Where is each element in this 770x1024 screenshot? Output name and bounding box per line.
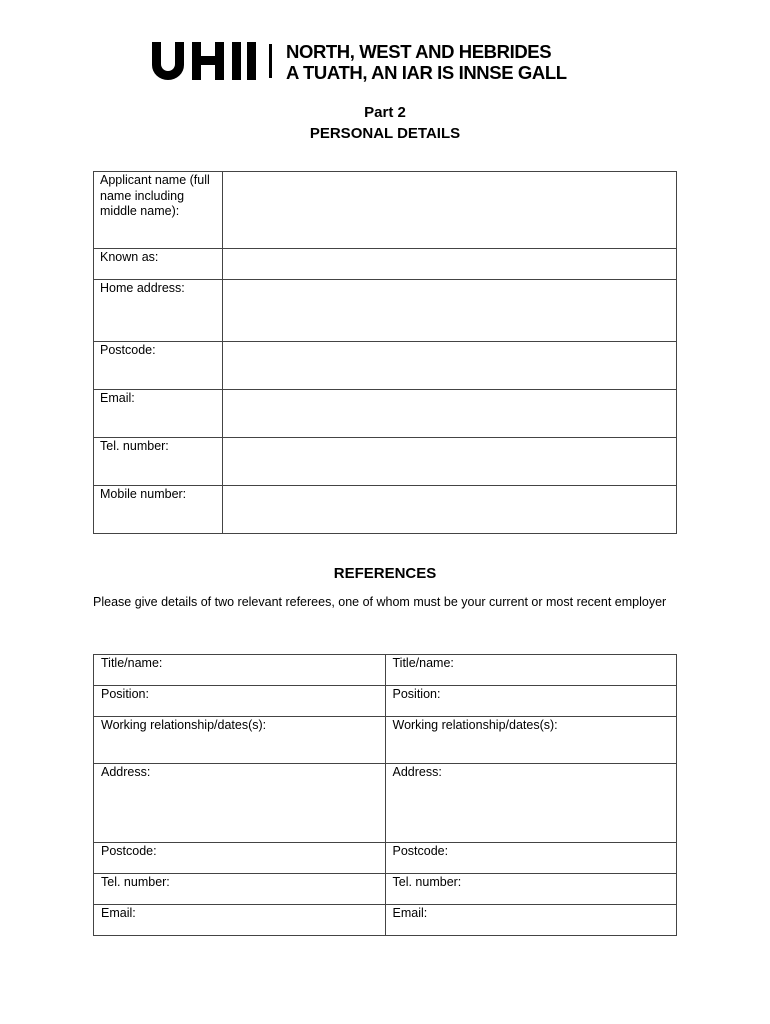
tel-number-field[interactable] [222, 438, 676, 486]
references-table [93, 654, 677, 936]
logo-divider [269, 44, 272, 78]
references-intro: Please give details of two relevant referees, one of whom must be your current or most recent employer [93, 595, 667, 609]
table-row [94, 764, 677, 843]
table-row [94, 172, 677, 249]
referee1-tel-number-field[interactable]: Tel. number: [94, 874, 386, 905]
logo-text [286, 41, 567, 83]
referee2-tel-number-field[interactable]: Tel. number: [385, 874, 677, 905]
referee1-position-field[interactable]: Position: [94, 686, 386, 717]
logo-text-line2: A TUATH, AN IAR IS INNSE GALL [286, 62, 567, 83]
referee2-address-field[interactable]: Address: [385, 764, 677, 843]
postcode-field[interactable] [222, 342, 676, 390]
uhi-logo-mark-icon [152, 42, 262, 80]
table-row [94, 843, 677, 874]
mobile-number-label: Mobile number: [94, 486, 223, 534]
home-address-field[interactable] [222, 280, 676, 342]
referee2-position-field[interactable]: Position: [385, 686, 677, 717]
table-row [94, 390, 677, 438]
table-row [94, 342, 677, 390]
table-row [94, 655, 677, 686]
email-field[interactable] [222, 390, 676, 438]
logo-text-line1: NORTH, WEST AND HEBRIDES [286, 41, 552, 62]
personal-details-table [93, 171, 677, 534]
table-row [94, 438, 677, 486]
referee2-email-field[interactable]: Email: [385, 905, 677, 936]
table-row [94, 717, 677, 764]
home-address-label: Home address: [94, 280, 223, 342]
table-row [94, 874, 677, 905]
applicant-name-field[interactable] [222, 172, 676, 249]
uhi-logo [152, 42, 622, 82]
referee1-title-name-field[interactable]: Title/name: [94, 655, 386, 686]
referee2-title-name-field[interactable]: Title/name: [385, 655, 677, 686]
tel-number-label: Tel. number: [94, 438, 223, 486]
table-row [94, 486, 677, 534]
references-title: REFERENCES [333, 565, 437, 582]
postcode-label: Postcode: [94, 342, 223, 390]
table-row [94, 249, 677, 280]
referee2-working-relationship-field[interactable]: Working relationship/dates(s): [385, 717, 677, 764]
email-label: Email: [94, 390, 223, 438]
table-row [94, 686, 677, 717]
referee1-postcode-field[interactable]: Postcode: [94, 843, 386, 874]
table-row [94, 280, 677, 342]
referee2-postcode-field[interactable]: Postcode: [385, 843, 677, 874]
referee1-working-relationship-field[interactable]: Working relationship/dates(s): [94, 717, 386, 764]
table-row [94, 905, 677, 936]
known-as-label: Known as: [94, 249, 223, 280]
applicant-name-label: Applicant name (full name including middle name): [94, 172, 223, 249]
referee1-address-field[interactable]: Address: [94, 764, 386, 843]
referee1-email-field[interactable]: Email: [94, 905, 386, 936]
part-title: Part 2 [364, 104, 406, 121]
known-as-field[interactable] [222, 249, 676, 280]
personal-details-title: PERSONAL DETAILS [309, 125, 461, 142]
mobile-number-field[interactable] [222, 486, 676, 534]
